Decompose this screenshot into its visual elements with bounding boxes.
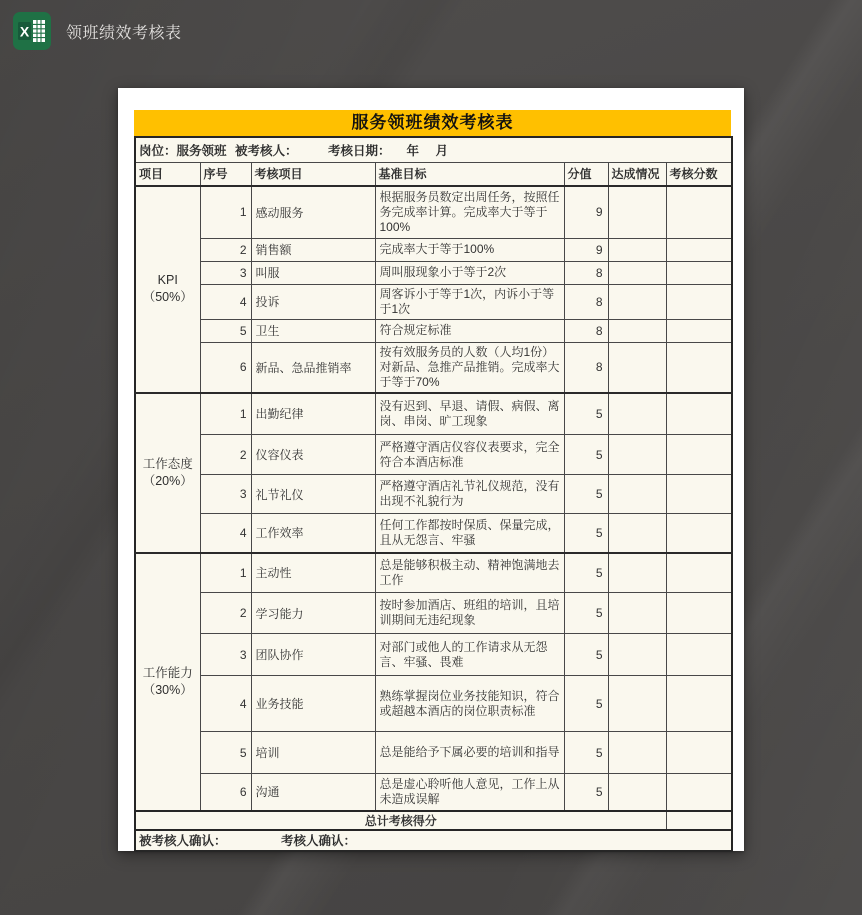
column-header-5: 达成情况 — [608, 162, 666, 186]
table-row — [135, 774, 732, 811]
achievement-status-cell[interactable] — [608, 238, 666, 261]
assessment-score-cell[interactable] — [666, 676, 732, 732]
score-value-cell: 5 — [564, 475, 608, 514]
target-criteria-cell: 严格遵守酒店仪容仪表要求，完全符合本酒店标准 — [375, 435, 564, 475]
assessment-score-cell[interactable] — [666, 342, 732, 393]
assessment-item-cell: 团队协作 — [251, 634, 375, 676]
assessment-score-cell[interactable] — [666, 186, 732, 238]
achievement-status-cell[interactable] — [608, 319, 666, 342]
score-value-cell: 8 — [564, 319, 608, 342]
table-row — [135, 261, 732, 284]
assessor-confirm-label[interactable]: 考核人确认： — [281, 834, 357, 848]
assessment-item-cell: 学习能力 — [251, 593, 375, 634]
target-criteria-cell: 总是能够积极主动、精神饱满地去工作 — [375, 553, 564, 593]
assessment-item-cell: 新品、急品推销率 — [251, 342, 375, 393]
score-value-cell: 5 — [564, 774, 608, 811]
table-row — [135, 186, 732, 238]
assessment-score-cell[interactable] — [666, 319, 732, 342]
target-criteria-cell: 对部门或他人的工作请求从无怨言、牢骚、畏难 — [375, 634, 564, 676]
position-label: 岗位：服务领班 — [139, 143, 227, 158]
assessee-label[interactable]: 被考核人： — [235, 143, 298, 158]
score-value-cell: 5 — [564, 732, 608, 774]
column-header-3: 基准目标 — [375, 162, 564, 186]
confirmation-row — [135, 830, 732, 851]
row-index-cell: 2 — [200, 238, 251, 261]
group-cell-section-1: 工作态度 （20%） — [135, 393, 200, 553]
column-header-row — [135, 162, 732, 186]
sheet-content — [134, 110, 731, 852]
score-value-cell: 8 — [564, 261, 608, 284]
date-label: 考核日期： — [328, 143, 391, 158]
achievement-status-cell[interactable] — [608, 186, 666, 238]
assessment-item-cell: 销售额 — [251, 238, 375, 261]
assessment-item-cell: 业务技能 — [251, 676, 375, 732]
table-row — [135, 284, 732, 319]
assessment-score-cell[interactable] — [666, 553, 732, 593]
column-header-4: 分值 — [564, 162, 608, 186]
window-titlebar — [13, 12, 182, 50]
assessment-item-cell: 主动性 — [251, 553, 375, 593]
assessment-score-cell[interactable] — [666, 393, 732, 435]
score-value-cell: 8 — [564, 342, 608, 393]
table-row — [135, 319, 732, 342]
assessment-score-cell[interactable] — [666, 514, 732, 553]
achievement-status-cell[interactable] — [608, 261, 666, 284]
row-index-cell: 4 — [200, 676, 251, 732]
achievement-status-cell[interactable] — [608, 475, 666, 514]
score-value-cell: 5 — [564, 593, 608, 634]
target-criteria-cell: 完成率大于等于100% — [375, 238, 564, 261]
row-index-cell: 3 — [200, 475, 251, 514]
info-row — [135, 137, 732, 162]
assessment-item-cell: 卫生 — [251, 319, 375, 342]
row-index-cell: 1 — [200, 186, 251, 238]
window-title: 领班绩效考核表 — [66, 24, 182, 42]
assessment-table — [134, 136, 733, 852]
assessment-item-cell: 礼节礼仪 — [251, 475, 375, 514]
assessment-item-cell: 仪容仪表 — [251, 435, 375, 475]
score-value-cell: 5 — [564, 676, 608, 732]
table-row — [135, 514, 732, 553]
spreadsheet-page — [118, 88, 744, 851]
row-index-cell: 6 — [200, 342, 251, 393]
assessment-score-cell[interactable] — [666, 593, 732, 634]
achievement-status-cell[interactable] — [608, 514, 666, 553]
table-row — [135, 593, 732, 634]
achievement-status-cell[interactable] — [608, 284, 666, 319]
column-header-6: 考核分数 — [666, 162, 732, 186]
assessment-score-cell[interactable] — [666, 261, 732, 284]
svg-text:X: X — [19, 23, 30, 40]
row-index-cell: 4 — [200, 284, 251, 319]
total-score-cell[interactable] — [666, 811, 732, 830]
table-row — [135, 634, 732, 676]
table-row — [135, 435, 732, 475]
row-index-cell: 5 — [200, 732, 251, 774]
target-criteria-cell: 按有效服务员的人数（人均1份）对新品、急推产品推销。完成率大于等于70% — [375, 342, 564, 393]
target-criteria-cell: 熟练掌握岗位业务技能知识，符合或超越本酒店的岗位职责标准 — [375, 676, 564, 732]
excel-icon — [13, 12, 51, 50]
total-score-label: 总计考核得分 — [135, 811, 666, 830]
row-index-cell: 4 — [200, 514, 251, 553]
target-criteria-cell: 符合规定标准 — [375, 319, 564, 342]
assessment-score-cell[interactable] — [666, 774, 732, 811]
total-row — [135, 811, 732, 830]
target-criteria-cell: 没有迟到、早退、请假、病假、离岗、串岗、旷工现象 — [375, 393, 564, 435]
row-index-cell: 6 — [200, 774, 251, 811]
target-criteria-cell: 周客诉小于等于1次，内诉小于等于1次 — [375, 284, 564, 319]
score-value-cell: 5 — [564, 435, 608, 475]
table-row — [135, 342, 732, 393]
table-row — [135, 475, 732, 514]
row-index-cell: 3 — [200, 634, 251, 676]
achievement-status-cell[interactable] — [608, 634, 666, 676]
achievement-status-cell[interactable] — [608, 676, 666, 732]
table-row — [135, 553, 732, 593]
target-criteria-cell: 总是能给予下属必要的培训和指导 — [375, 732, 564, 774]
row-index-cell: 1 — [200, 393, 251, 435]
score-value-cell: 9 — [564, 238, 608, 261]
assessment-score-cell[interactable] — [666, 732, 732, 774]
row-index-cell: 2 — [200, 435, 251, 475]
assessment-item-cell: 投诉 — [251, 284, 375, 319]
target-criteria-cell: 根据服务员数定出周任务，按照任务完成率计算。完成率大于等于100% — [375, 186, 564, 238]
assessment-item-cell: 培训 — [251, 732, 375, 774]
score-value-cell: 5 — [564, 553, 608, 593]
table-row — [135, 238, 732, 261]
assessment-score-cell[interactable] — [666, 284, 732, 319]
assessment-score-cell[interactable] — [666, 435, 732, 475]
row-index-cell: 5 — [200, 319, 251, 342]
group-cell-section-0: KPI （50%） — [135, 186, 200, 393]
column-header-2: 考核项目 — [251, 162, 375, 186]
row-index-cell: 3 — [200, 261, 251, 284]
achievement-status-cell[interactable] — [608, 553, 666, 593]
score-value-cell: 5 — [564, 393, 608, 435]
column-header-1: 序号 — [200, 162, 251, 186]
assessment-item-cell: 沟通 — [251, 774, 375, 811]
score-value-cell: 8 — [564, 284, 608, 319]
assessment-item-cell: 叫服 — [251, 261, 375, 284]
achievement-status-cell[interactable] — [608, 393, 666, 435]
group-cell-section-2: 工作能力 （30%） — [135, 553, 200, 811]
date-value[interactable]: 年 月 — [406, 143, 451, 158]
score-value-cell: 9 — [564, 186, 608, 238]
achievement-status-cell[interactable] — [608, 732, 666, 774]
column-header-0: 项目 — [135, 162, 200, 186]
table-row — [135, 676, 732, 732]
row-index-cell: 2 — [200, 593, 251, 634]
assessment-item-cell: 工作效率 — [251, 514, 375, 553]
assessee-confirm-label[interactable]: 被考核人确认： — [139, 834, 227, 848]
assessment-score-cell[interactable] — [666, 475, 732, 514]
score-value-cell: 5 — [564, 514, 608, 553]
score-value-cell: 5 — [564, 634, 608, 676]
table-row — [135, 732, 732, 774]
target-criteria-cell: 周叫服现象小于等于2次 — [375, 261, 564, 284]
target-criteria-cell: 按时参加酒店、班组的培训，且培训期间无违纪现象 — [375, 593, 564, 634]
table-row — [135, 393, 732, 435]
assessment-item-cell: 出勤纪律 — [251, 393, 375, 435]
target-criteria-cell: 任何工作都按时保质、保量完成，且从无怨言、牢骚 — [375, 514, 564, 553]
achievement-status-cell[interactable] — [608, 435, 666, 475]
sheet-title: 服务领班绩效考核表 — [134, 110, 731, 136]
assessment-score-cell[interactable] — [666, 238, 732, 261]
achievement-status-cell[interactable] — [608, 774, 666, 811]
row-index-cell: 1 — [200, 553, 251, 593]
target-criteria-cell: 严格遵守酒店礼节礼仪规范，没有出现不礼貌行为 — [375, 475, 564, 514]
target-criteria-cell: 总是虚心聆听他人意见，工作上从未造成误解 — [375, 774, 564, 811]
achievement-status-cell[interactable] — [608, 342, 666, 393]
assessment-score-cell[interactable] — [666, 634, 732, 676]
achievement-status-cell[interactable] — [608, 593, 666, 634]
assessment-item-cell: 感动服务 — [251, 186, 375, 238]
